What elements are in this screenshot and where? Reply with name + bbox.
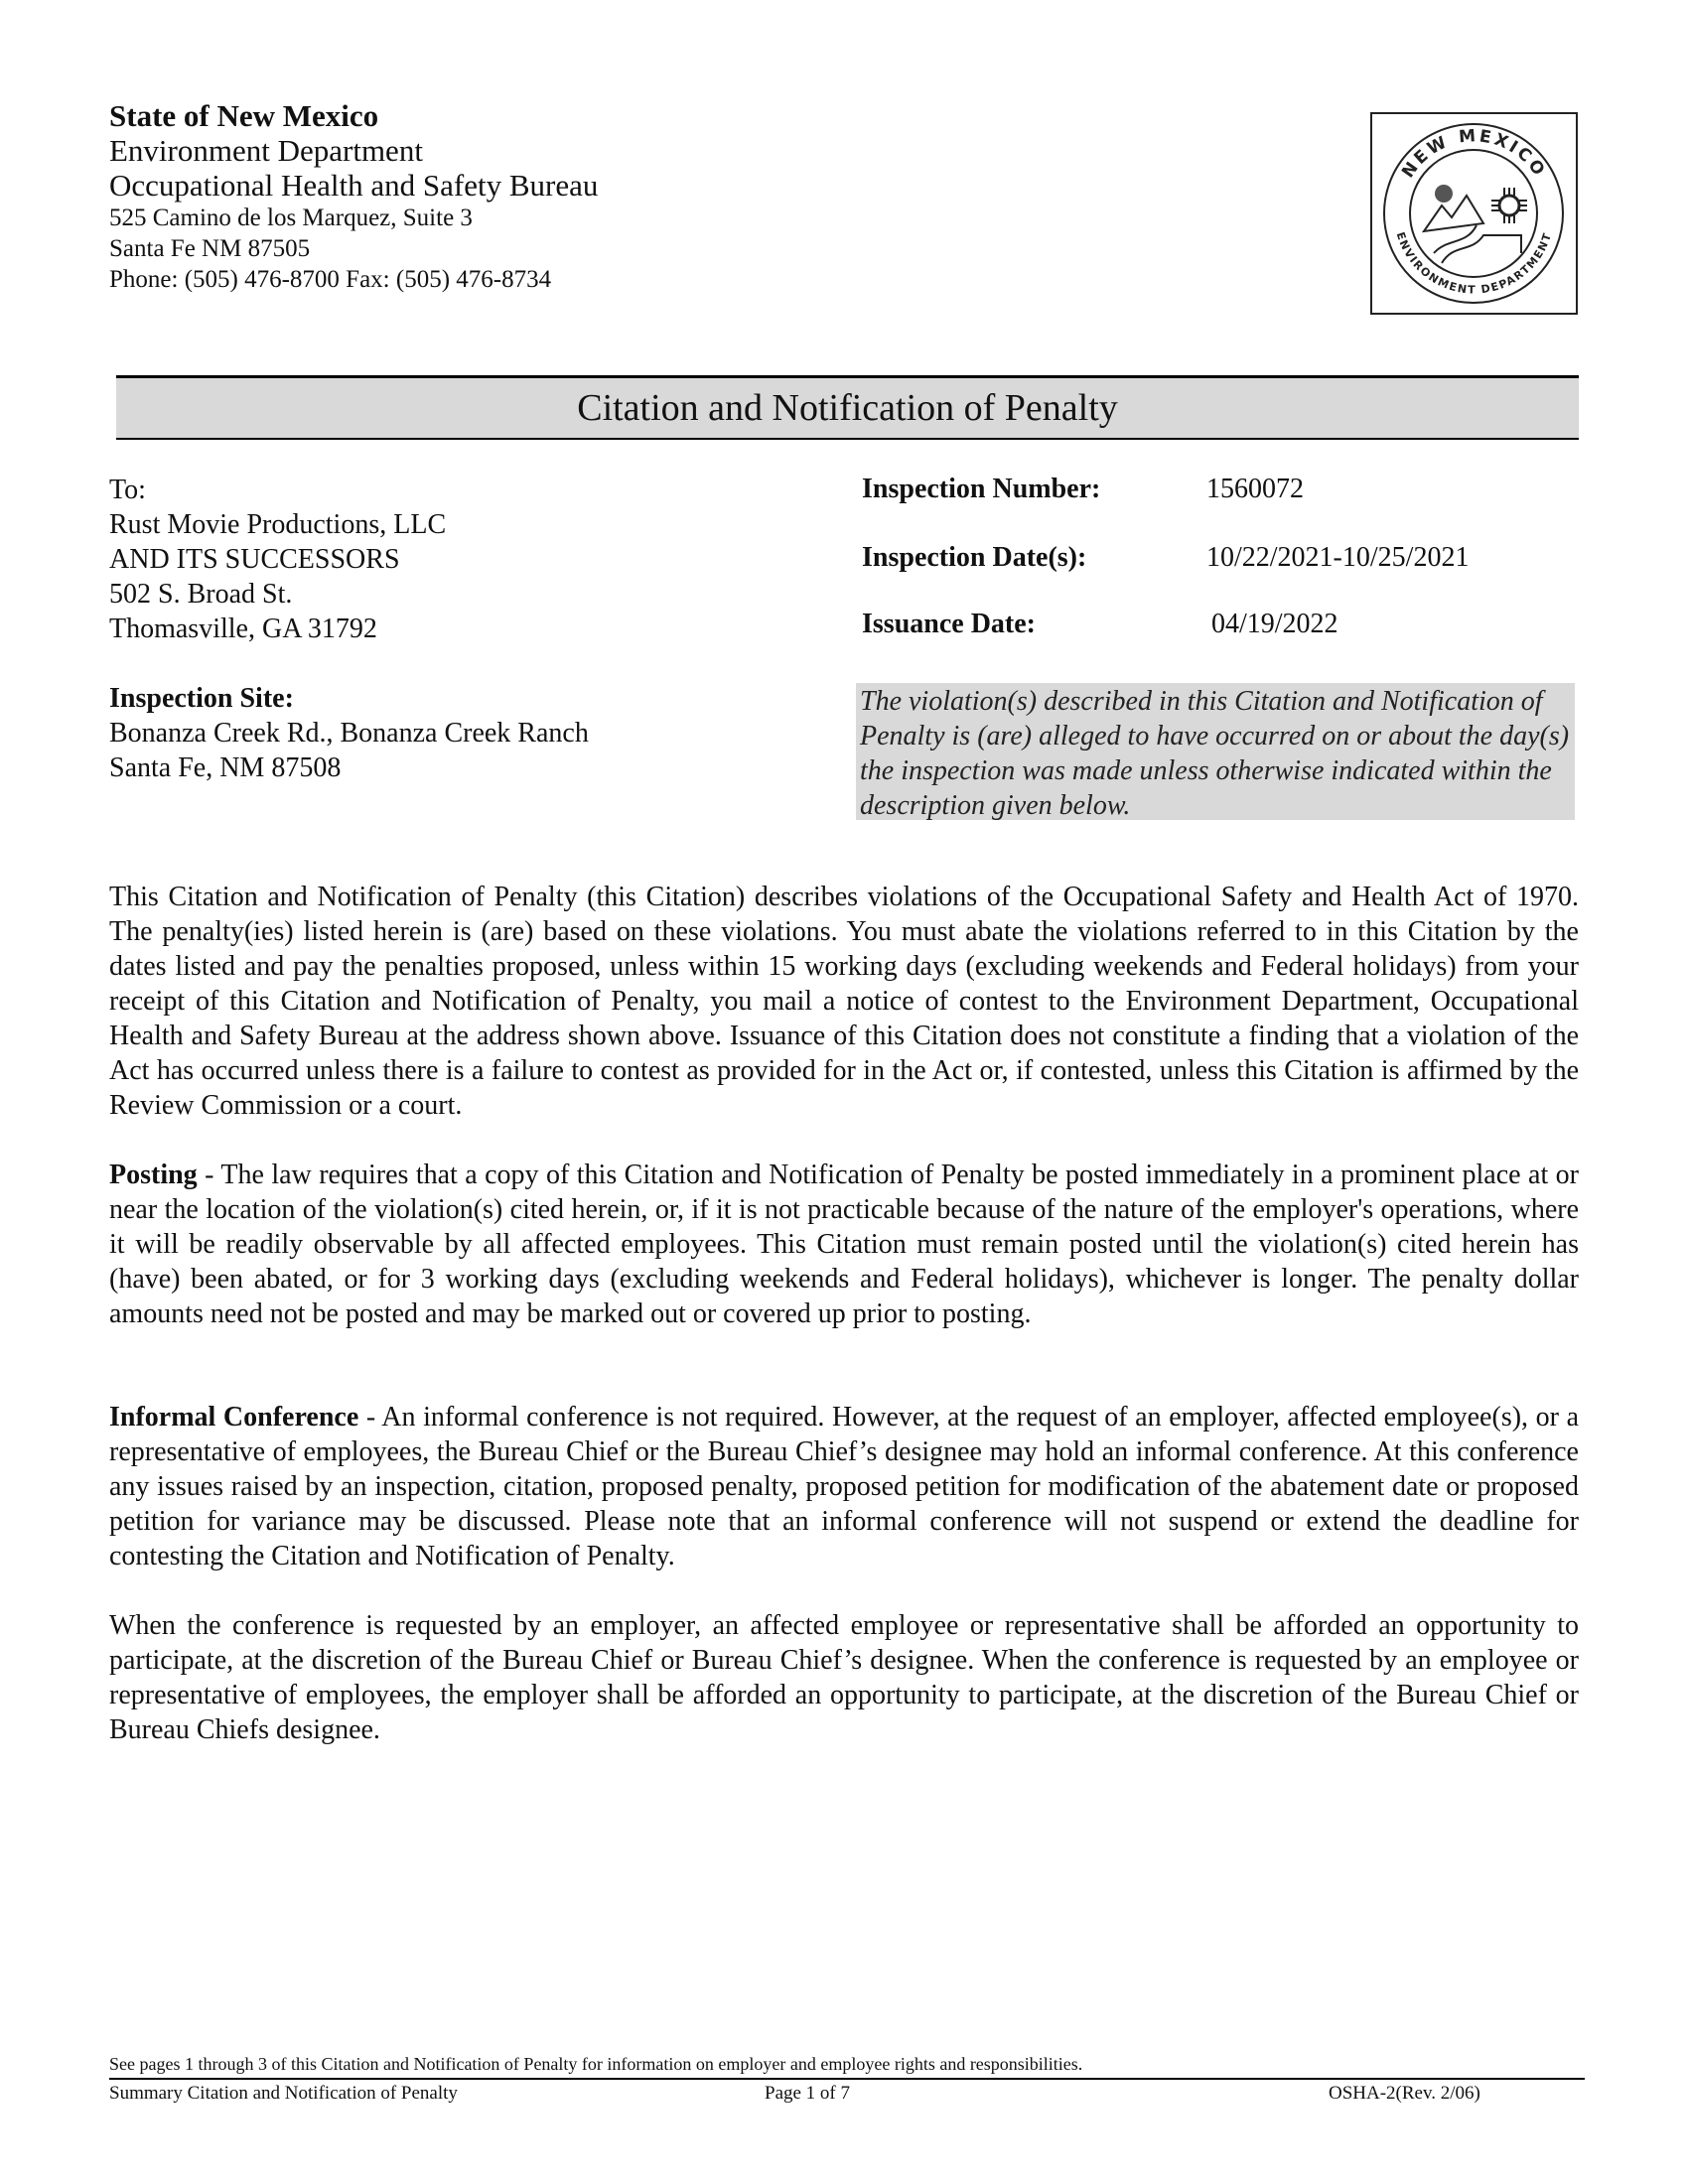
- recipient-successors: AND ITS SUCCESSORS: [109, 544, 400, 575]
- recipient-name: Rust Movie Productions, LLC: [109, 509, 447, 540]
- svg-text:NEW MEXICO: [1398, 126, 1550, 182]
- issuance-date-label: Issuance Date:: [862, 609, 1036, 639]
- intro-paragraph: This Citation and Notification of Penalty (this Citation) describes violations of the Occupational Safety and Health Act of 1970. The penalty(ies) listed herein is (are) based on these violations. You must abate the violations referred to in this Citation by the dates listed and pay the penalties proposed, unless within 15 working days (excluding weekends and Federal holidays) from your receipt of this Citation and Notification of Penalty, you mail a notice of contest to the Environment Department, Occupational Health and Safety Bureau at the address shown above. Issuance of this Citation does not constitute a finding that a violation of the Act has occurred unless there is a failure to contest as provided for in the Act or, if contested, unless this Citation is affirmed by the Review Commission or a court.: [109, 882, 1579, 1121]
- posting-body: - The law requires that a copy of this Citation and Notification of Penalty be posted immediately in a prominent place at or near the location of the violation(s) cited herein, or, if it is not practicable because of the nature of the employer's operations, where it will be readily observable by all affected employees. This Citation must remain posted until the violation(s) cited herein has (have) been abated, or for 3 working days (excluding weekends and Federal holidays), whichever is longer. The penalty dollar amounts need not be posted and may be marked out or covered up prior to posting.: [109, 1160, 1579, 1329]
- informal-conference-body: - An informal conference is not required. However, at the request of an employer, affected employee(s), or a representative of employees, the Bureau Chief or the Bureau Chief’s designee may hold an informal conference. At this conference any issues raised by an inspection, citation, proposed penalty, proposed petition for modification of the abatement date or proposed petition for variance may be discussed. Please note that an informal conference will not suspend or extend the deadline for contesting the Citation and Notification of Penalty.: [109, 1402, 1579, 1571]
- state-name: State of New Mexico: [109, 98, 379, 133]
- bureau-name: Occupational Health and Safety Bureau: [109, 168, 599, 203]
- phone-fax: Phone: (505) 476-8700 Fax: (505) 476-8734: [109, 266, 552, 293]
- informal-conference-heading: Informal Conference: [109, 1402, 359, 1433]
- document-title: Citation and Notification of Penalty: [116, 375, 1579, 440]
- inspection-site-block: [109, 681, 745, 785]
- inspection-dates-value: 10/22/2021-10/25/2021: [1206, 542, 1470, 573]
- inspection-dates-label: Inspection Date(s):: [862, 542, 1087, 573]
- violation-notice-box: The violation(s) described in this Citation and Notification of Penalty is (are) alleged to have occurred on or about the day(s) the inspection was made unless otherwise indicated within the description given below.: [856, 683, 1575, 820]
- to-label: To:: [109, 475, 146, 505]
- issuance-date-value: 04/19/2022: [1211, 609, 1338, 639]
- inspection-site-label: Inspection Site:: [109, 683, 294, 714]
- informal-conference-paragraph: [109, 1400, 1579, 1573]
- inspection-number-value: 1560072: [1206, 474, 1304, 504]
- conference-request-paragraph: When the conference is requested by an employer, an affected employee or representative shall be afforded an opportunity to participate, at the discretion of the Bureau Chief or Bureau Chief’s designee. When the conference is requested by an employee or representative of employees, the employer shall be afforded an opportunity to participate, at the discretion of the Bureau Chief or Bureau Chiefs designee.: [109, 1610, 1579, 1745]
- footer-form-number: OSHA-2(Rev. 2/06): [1329, 2083, 1480, 2104]
- seal-top-text: NEW MEXICO: [1398, 126, 1550, 183]
- department-name: Environment Department: [109, 133, 423, 168]
- address-line-2: Santa Fe NM 87505: [109, 235, 311, 262]
- footer-page-number: Page 1 of 7: [765, 2083, 851, 2104]
- inspection-number-label: Inspection Number:: [862, 474, 1101, 504]
- footer-divider: [109, 2078, 1585, 2080]
- address-line-1: 525 Camino de los Marquez, Suite 3: [109, 205, 473, 231]
- recipient-city: Thomasville, GA 31792: [109, 614, 377, 644]
- posting-heading: Posting: [109, 1160, 198, 1190]
- seal-frame: [1370, 112, 1578, 315]
- recipient-block: [109, 473, 745, 646]
- recipient-street: 502 S. Broad St.: [109, 579, 293, 610]
- posting-paragraph: [109, 1158, 1579, 1331]
- footer-form-title: Summary Citation and Notification of Penalty: [109, 2083, 458, 2104]
- agency-header: [109, 99, 1003, 295]
- inspection-site-line-1: Bonanza Creek Rd., Bonanza Creek Ranch: [109, 718, 589, 749]
- seal-bottom-text: ENVIRONMENT DEPARTMENT: [1393, 230, 1555, 297]
- inspection-site-line-2: Santa Fe, NM 87508: [109, 752, 342, 783]
- footer-note: See pages 1 through 3 of this Citation and Notification of Penalty for information on employer and employee rights and responsibilities.: [109, 2054, 1083, 2074]
- new-mexico-environment-department-seal-icon: [1372, 114, 1576, 313]
